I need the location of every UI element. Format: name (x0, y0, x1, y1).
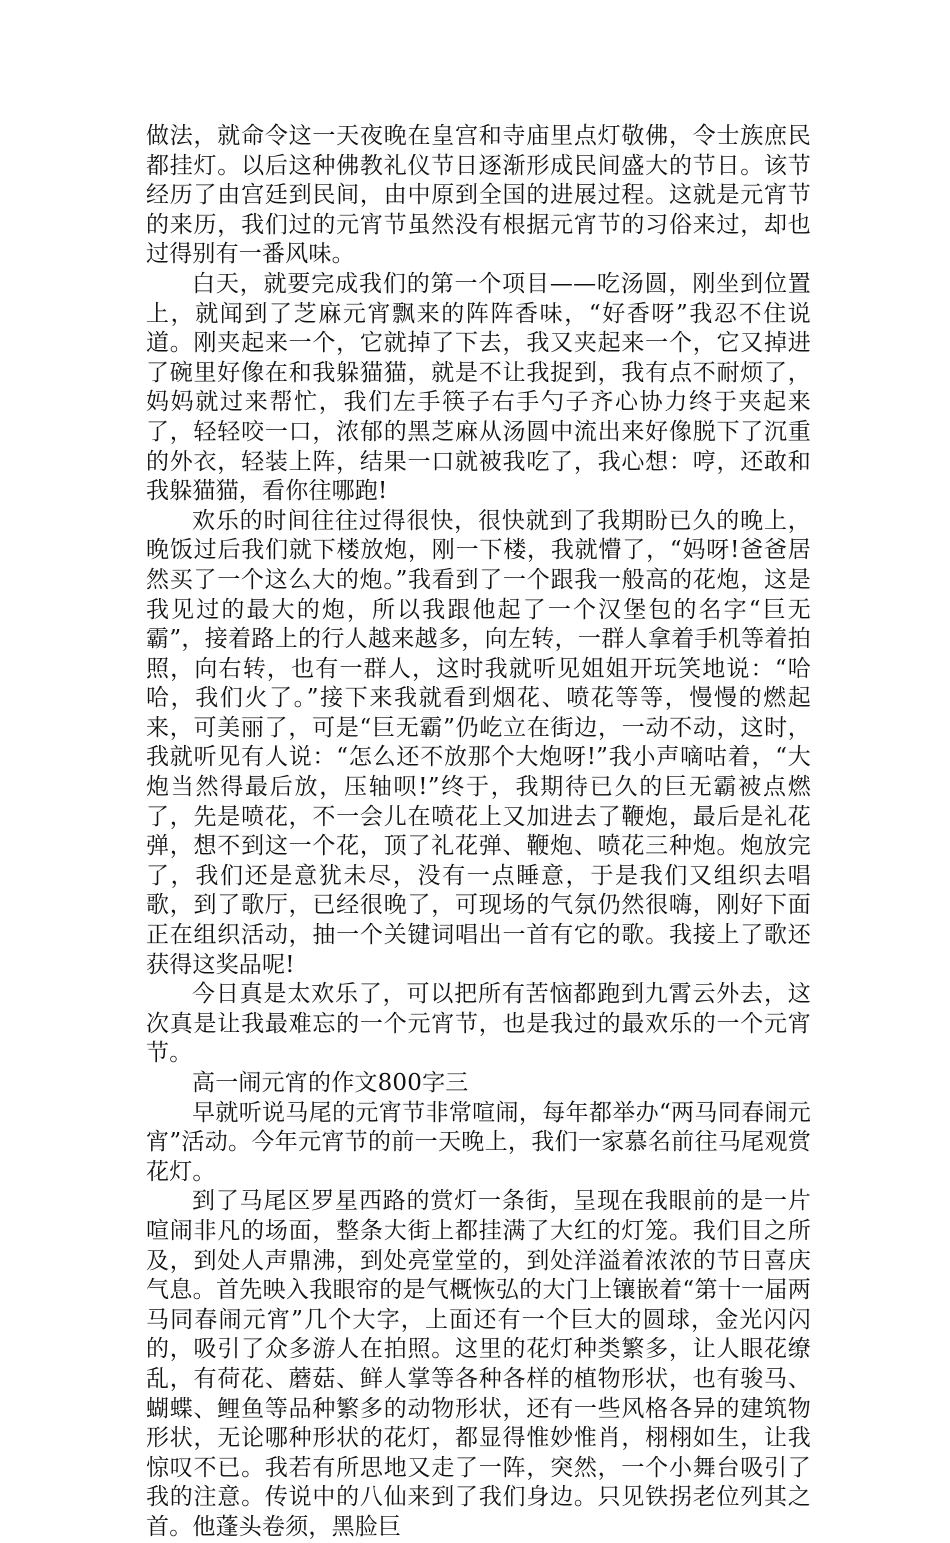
paragraph-fireworks: 欢乐的时间往往过得很快，很快就到了我期盼已久的晚上，晚饭过后我们就下楼放炮，刚一下楼，我就懵了，“妈呀!爸爸居然买了一个这么大的炮。”我看到了一个跟我一般高的花炮，这是我见过的最大的炮，所以我跟他起了一个汉堡包的名字“巨无霸”，接着路上的行人越来越多，向左转，一群人拿着手机等着拍照，向右转，也有一群人，这时我就听见姐姐开玩笑地说：“哈哈，我们火了。”接下来我就看到烟花、喷花等等，慢慢的燃起来，可美丽了，可是“巨无霸”仍屹立在街边，一动不动，这时，我就听见有人说：“怎么还不放那个大炮呀!”我小声嘀咕着，“大炮当然得最后放，压轴呗!”终于，我期待已久的巨无霸被点燃了，先是喷花，不一会儿在喷花上又加进去了鞭炮，最后是礼花弹，想不到这一个花，顶了礼花弹、鞭炮、喷花三种炮。炮放完了，我们还是意犹未尽，没有一点睡意，于是我们又组织去唱歌，到了歌厅，已经很晚了，可现场的气氛仍然很嗨，刚好下面正在组织活动，抽一个关键词唱出一首有它的歌。我接上了歌还获得这奖品呢! (146, 507, 811, 978)
paragraph-tangyuan: 白天，就要完成我们的第一个项目——吃汤圆，刚坐到位置上，就闻到了芝麻元宵飘来的阵阵香味，“好香呀”我忍不住说道。刚夹起来一个，它就掉了下去，我又夹起来一个，它又掉进了碗里好像在和我躲猫猫，就是不让我捉到，我有点不耐烦了，妈妈就过来帮忙，我们左手筷子右手勺子齐心协力终于夹起来了，轻轻咬一口，浓郁的黑芝麻从汤圆中流出来好像脱下了沉重的外衣，轻装上阵，结果一口就被我吃了，我心想：哼，还敢和我躲猫猫，看你往哪跑! (146, 270, 811, 505)
paragraph-lantern-street: 到了马尾区罗星西路的赏灯一条街，呈现在我眼前的是一片喧闹非凡的场面，整条大街上都挂满了大红的灯笼。我们目之所及，到处人声鼎沸，到处亮堂堂的，到处洋溢着浓浓的节日喜庆气息。首先映入我眼帘的是气概恢弘的大门上镶嵌着“第十一届两马同春闹元宵”几个大字，上面还有一个巨大的圆球，金光闪闪的，吸引了众多游人在拍照。这里的花灯种类繁多，让人眼花缭乱，有荷花、蘑菇、鲜人掌等各种各样的植物形状，也有骏马、蝴蝶、鲤鱼等品种繁多的动物形状，还有一些风格各异的建筑物形状，无论哪种形状的花灯，都显得惟妙惟肖，栩栩如生，让我惊叹不已。我若有所思地又走了一阵，突然，一个小舞台吸引了我的注意。传说中的八仙来到了我们身边。只见铁拐老位列其之首。他蓬头卷须，黑脸巨 (146, 1188, 811, 1540)
essay-heading: 高一闹元宵的作文800字三 (192, 1070, 469, 1096)
paragraph-lantern-origin: 做法，就命令这一天夜晚在皇宫和寺庙里点灯敬佛，令士族庶民都挂灯。以后这种佛教礼仪节日逐渐形成民间盛大的节日。该节经历了由宫廷到民间，由中原到全国的进展过程。这就是元宵节的来历，我们过的元宵节虽然没有根据元宵节的习俗来过，却也过得别有一番风味。 (146, 123, 811, 268)
document-page (146, 122, 811, 1543)
paragraph-happy-day: 今日真是太欢乐了，可以把所有苦恼都跑到九霄云外去，这次真是让我最难忘的一个元宵节，也是我过的最欢乐的一个元宵节。 (146, 981, 811, 1067)
paragraph-mawei-intro: 早就听说马尾的元宵节非常喧闹，每年都举办“两马同春闹元宵”活动。今年元宵节的前一天晚上，我们一家慕名前往马尾观赏花灯。 (146, 1099, 811, 1185)
